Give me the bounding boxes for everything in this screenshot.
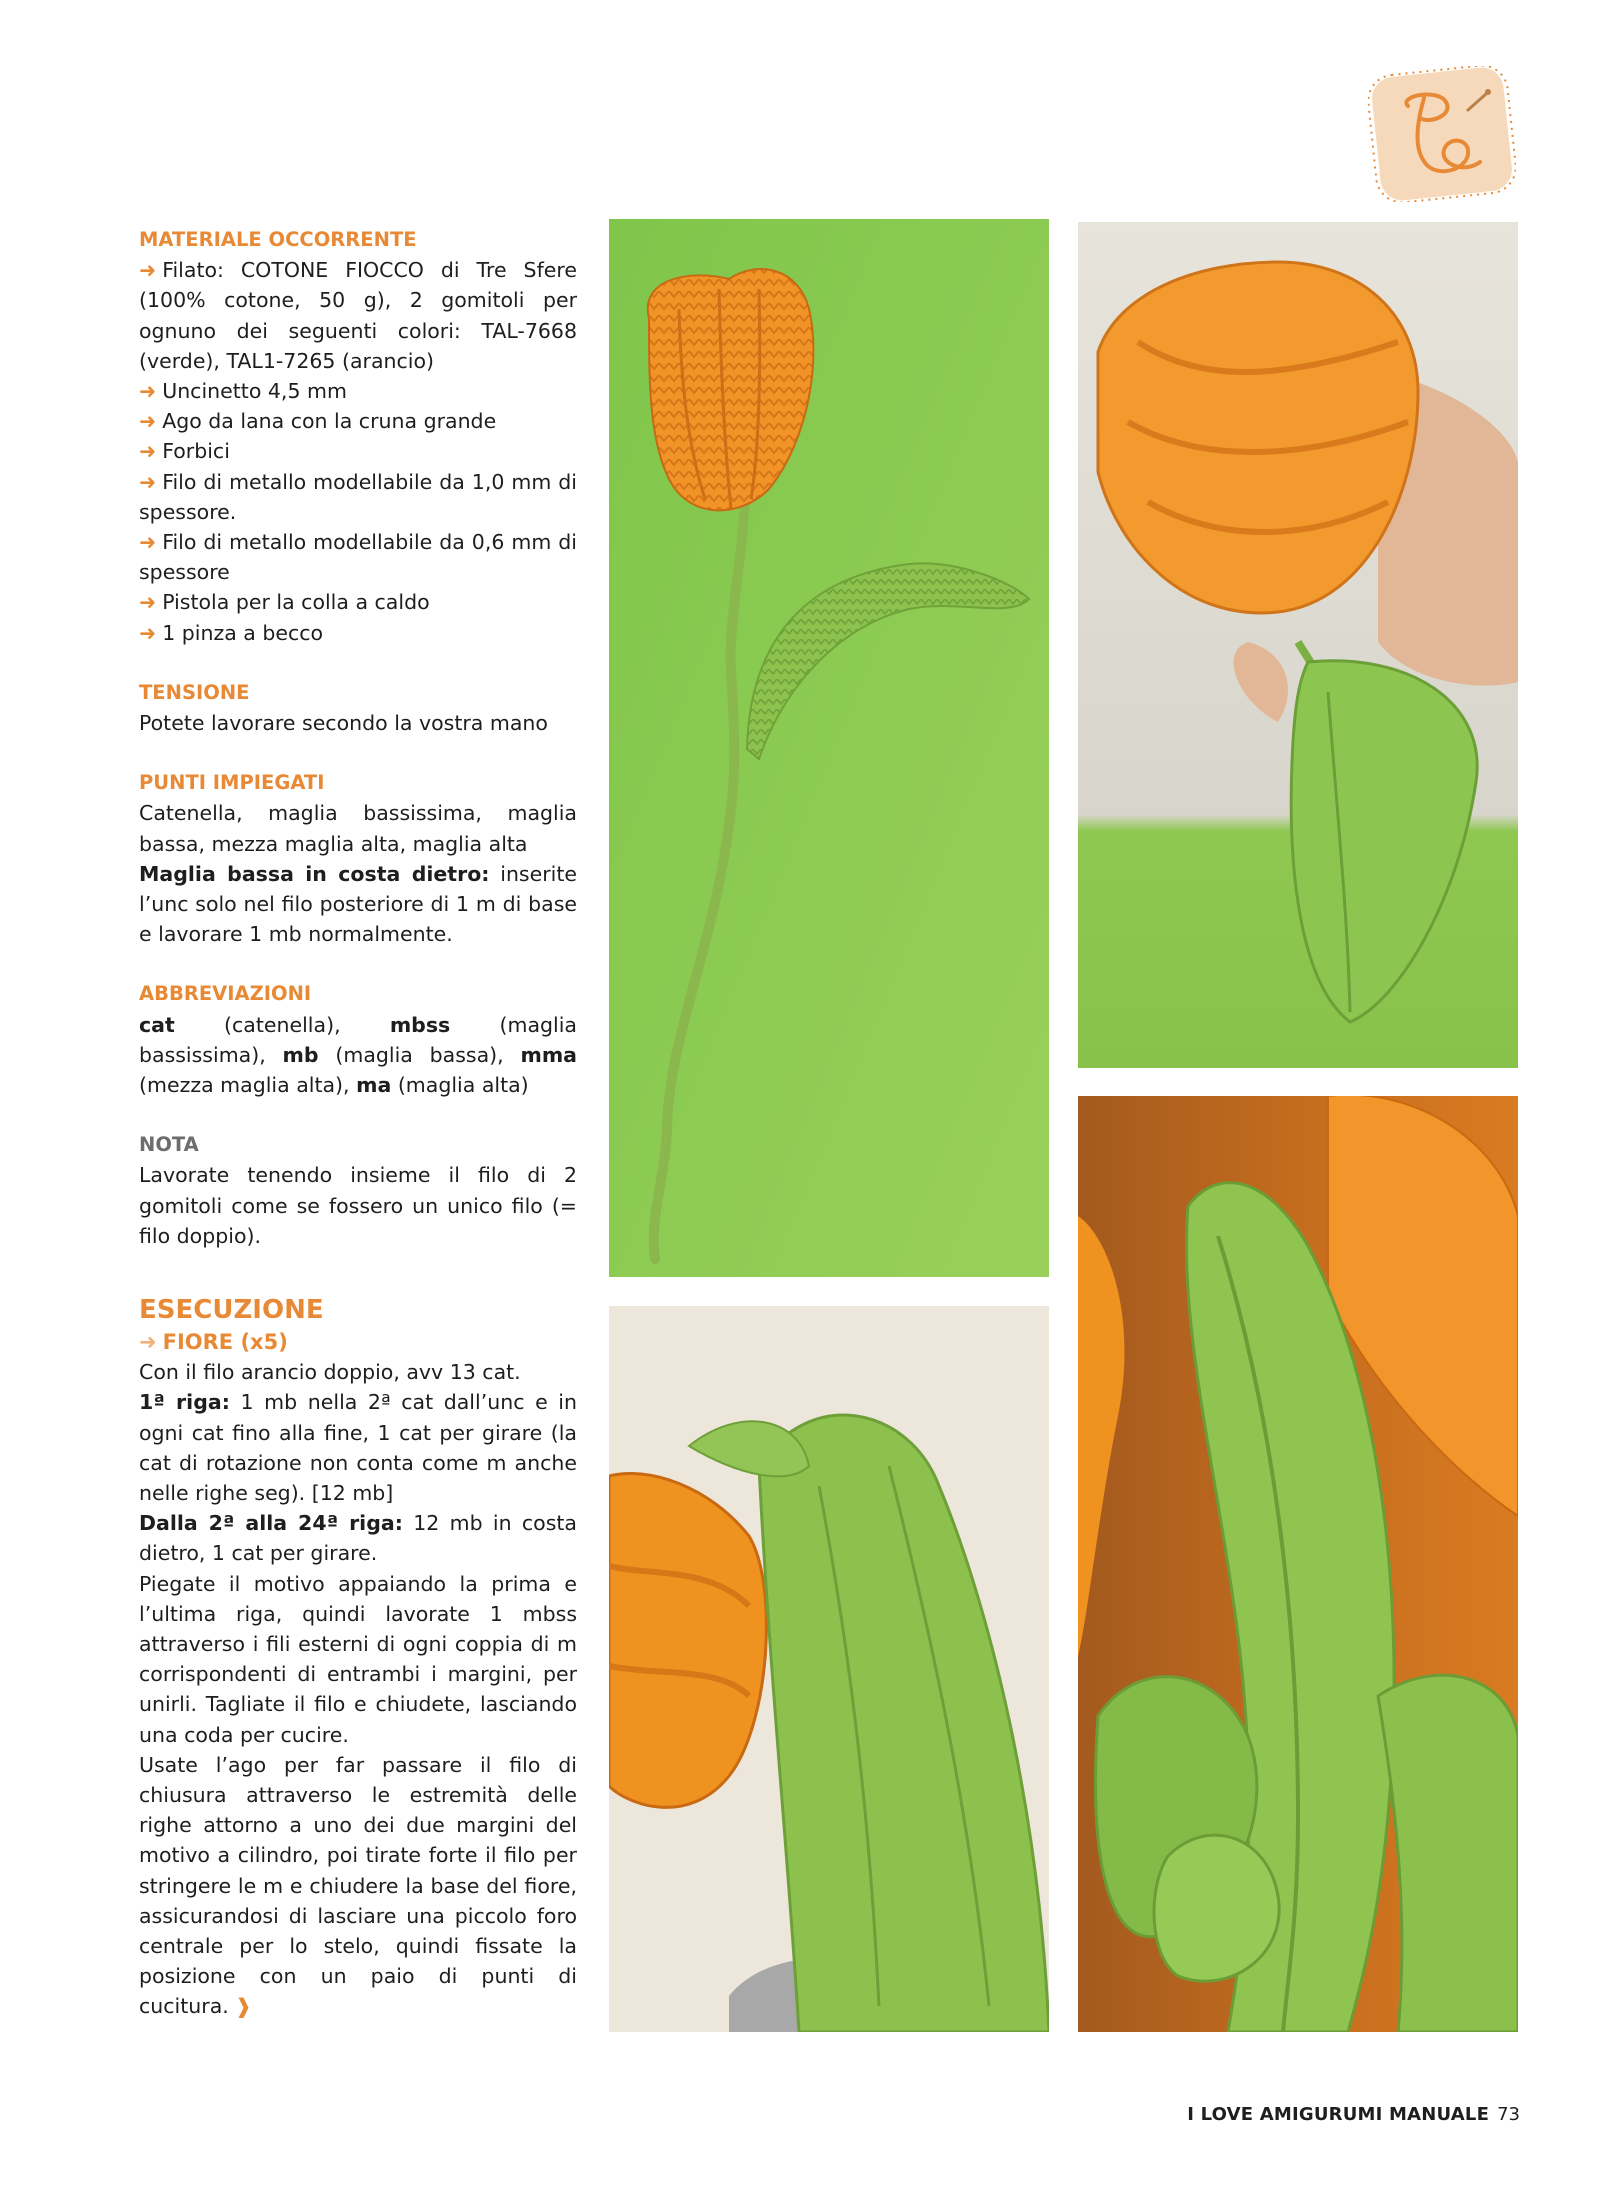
flower-subheading: ➜ FIORE (x5) (139, 1330, 288, 1355)
execution-heading: ESECUZIONE (139, 1295, 324, 1326)
tension-text: Potete lavorare secondo la vostra mano (139, 711, 548, 736)
arrow-icon: ➜ (139, 590, 157, 615)
arrow-icon: ➜ (139, 620, 157, 645)
photo-tulip-closeup (1078, 222, 1518, 1068)
page-number: 73 (1497, 2104, 1520, 2125)
arrow-icon: ➜ (139, 530, 157, 555)
page-footer (1187, 2102, 1520, 2128)
brand-logo (1368, 66, 1516, 202)
rows-2-24-instructions: Dalla 2ª alla 24ª riga: 12 mb in costa dietro, 1 cat per girare. (139, 1511, 577, 1566)
materials-item: ➜ Pistola per la colla a caldo (139, 590, 430, 615)
stitch-term: Maglia bassa in costa dietro: (139, 861, 490, 886)
materials-item: ➜ Ago da lana con la cruna grande (139, 409, 497, 434)
materials-item: ➜ 1 pinza a becco (139, 620, 324, 645)
materials-item: ➜ Filo di metallo modellabile da 0,6 mm di spessore (139, 530, 577, 585)
materials-list (139, 255, 577, 648)
photo-tulip-leaves (609, 1306, 1049, 2032)
stitches-heading: PUNTI IMPIEGATI (139, 771, 325, 795)
arrow-icon: ➜ (139, 1330, 157, 1355)
abbreviations-heading: ABBREVIAZIONI (139, 982, 312, 1006)
continue-arrow-icon: ❱ (234, 1994, 252, 2019)
note-heading: NOTA (139, 1133, 199, 1157)
instructions-column (139, 225, 577, 2022)
tension-heading: TENSIONE (139, 680, 250, 704)
arrow-icon: ➜ (139, 439, 157, 464)
magazine-title: I LOVE AMIGURUMI MANUALE (1187, 2104, 1490, 2125)
execution-intro: Con il filo arancio doppio, avv 13 cat. (139, 1360, 521, 1385)
photo-leaves-closeup (1078, 1096, 1518, 2032)
stitches-text: Catenella, maglia bassissima, maglia bassa, mezza maglia alta, maglia alta Maglia bassa in costa dietro: inserite l’unc solo nel filo posteriore di 1 m di base e lavorare 1 mb normalmente. (139, 801, 577, 947)
note-text: Lavorate tenendo insieme il filo di 2 gomitoli come se fossero un unico filo (= filo doppio). (139, 1163, 577, 1248)
materials-item: ➜ Filato: COTONE FIOCCO di Tre Sfere (100% cotone, 50 g), 2 gomitoli per ognuno dei seguenti colori: TAL-7668 (verde), TAL1-7265 (arancio) (139, 258, 577, 373)
abbreviations-text: cat (catenella), mbss (maglia bassissima), mb (maglia bassa), mma (mezza maglia alta), ma (maglia alta) (139, 1012, 578, 1098)
row-1-instructions: 1ª riga: 1 mb nella 2ª cat dall’unc e in ogni cat fino alla fine, 1 cat per girare (la cat di rotazione non conta come m anche nelle righe seg). [12 mb] (139, 1390, 577, 1505)
arrow-icon: ➜ (139, 469, 157, 494)
materials-item: ➜ Filo di metallo modellabile da 1,0 mm di spessore. (139, 469, 577, 524)
photo-tulip-full (609, 219, 1049, 1277)
materials-item: ➜ Uncinetto 4,5 mm (139, 379, 347, 404)
arrow-icon: ➜ (139, 409, 157, 434)
closing-paragraph: Usate l’ago per far passare il filo di chiusura attraverso le estremità delle righe attorno a uno dei due margini del motivo a cilindro, poi tirate forte il filo per stringere le m e chiudere la base del fiore, assicurandosi di lasciare una piccolo foro centrale per lo stelo, quindi fissate la posizione con un paio di punti di cucitura. ❱ (139, 1752, 577, 2019)
materials-item: ➜ Forbici (139, 439, 230, 464)
arrow-icon: ➜ (139, 258, 157, 283)
arrow-icon: ➜ (139, 379, 157, 404)
assembly-paragraph: Piegate il motivo appaiando la prima e l’ultima riga, quindi lavorate 1 mbss attraverso i fili esterni di ogni coppia di m corrispondenti di entrambi i margini, per unirli. Tagliate il filo e chiudete, lasciando una coda per cucire. (139, 1571, 577, 1747)
materials-heading: MATERIALE OCCORRENTE (139, 228, 417, 251)
